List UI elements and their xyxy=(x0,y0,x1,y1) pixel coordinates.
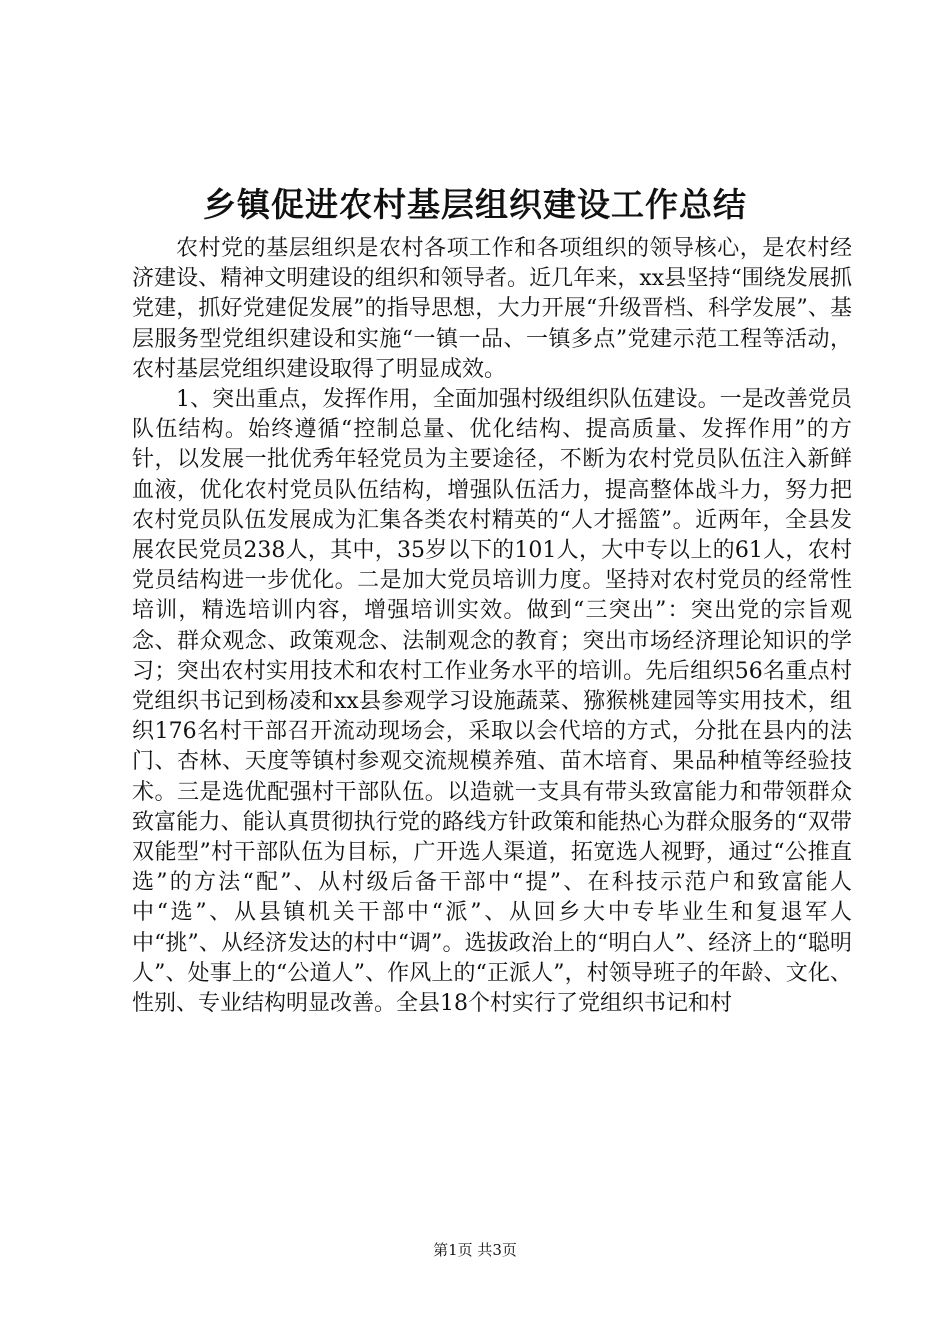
section-1-paragraph: 1、突出重点，发挥作用，全面加强村级组织队伍建设。一是改善党员队伍结构。始终遵循“控制总量、优化结构、提高质量、发挥作用”的方针，以发展一批优秀年轻党员为主要途径，不断为农村党员队伍注入新鲜血液，优化农村党员队伍结构，增强队伍活力，提高整体战斗力，努力把农村党员队伍发展成为汇集各类农村精英的“人才摇篮”。近两年，全县发展农民党员238人，其中，35岁以下的101人，大中专以上的61人，农村党员结构进一步优化。二是加大党员培训力度。坚持对农村党员的经常性培训，精选培训内容，增强培训实效。做到“三突出”：突出党的宗旨观念、群众观念、政策观念、法制观念的教育；突出市场经济理论知识的学习；突出农村实用技术和农村工作业务水平的培训。先后组织56名重点村党组织书记到杨凌和xx县参观学习设施蔬菜、猕猴桃建园等实用技术，组织176名村干部召开流动现场会，采取以会代培的方式，分批在县内的法门、杏林、天度等镇村参观交流规模养殖、苗木培育、果品种植等经验技术。三是选优配强村干部队伍。以造就一支具有带头致富能力和带领群众致富能力、能认真贯彻执行党的路线方针政策和能热心为群众服务的“双带双能型”村干部队伍为目标，广开选人渠道，拓宽选人视野，通过“公推直选”的方法“配”、从村级后备干部中“提”、在科技示范户和致富能人中“选”、从县镇机关干部中“派”、从回乡大中专毕业生和复退军人中“挑”、从经济发达的村中“调”。选拔政治上的“明白人”、经济上的“聪明人”、处事上的“公道人”、作风上的“正派人”，村领导班子的年龄、文化、性别、专业结构明显改善。全县18个村实行了党组织书记和村 xyxy=(132,387,852,1017)
document-body xyxy=(132,234,852,1019)
page-title: 乡镇促进农村基层组织建设工作总结 xyxy=(203,185,747,224)
page-number-footer: 第1页 共3页 xyxy=(433,1241,517,1259)
intro-paragraph: 农村党的基层组织是农村各项工作和各项组织的领导核心，是农村经济建设、精神文明建设的组织和领导者。近几年来，xx县坚持“围绕发展抓党建，抓好党建促发展”的指导思想，大力开展“升级晋档、科学发展”、基层服务型党组织建设和实施“一镇一品、一镇多点”党建示范工程等活动，农村基层党组织建设取得了明显成效。 xyxy=(132,236,852,382)
